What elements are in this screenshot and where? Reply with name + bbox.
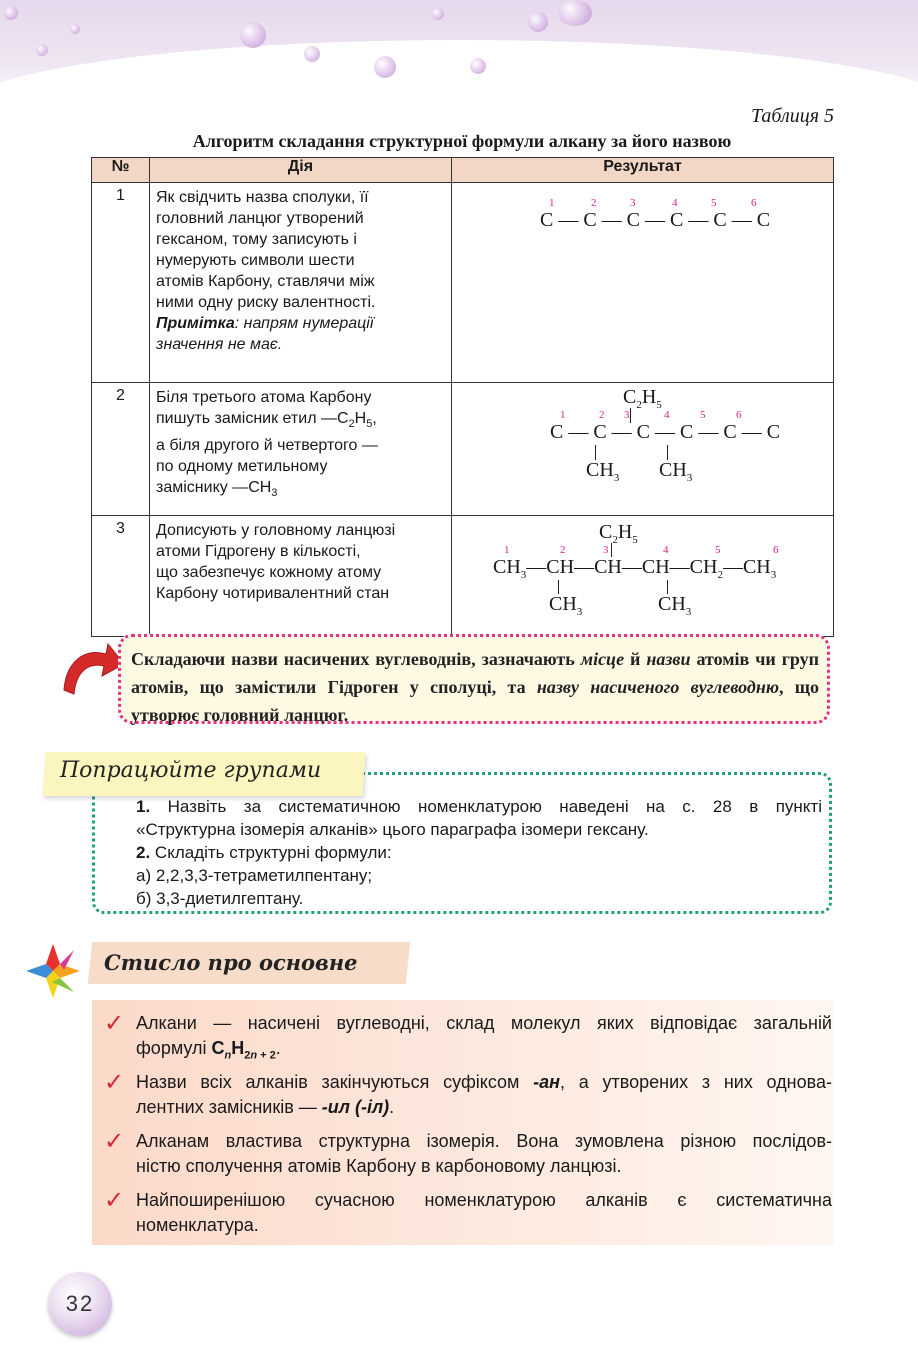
action-line: по одному метильному <box>156 458 328 476</box>
bubble-decoration <box>240 22 266 48</box>
bond-line <box>667 445 668 460</box>
table-row <box>92 383 834 516</box>
action-line: атомів Карбону, ставлячи між <box>156 273 375 290</box>
rule-note-text: Складаючи назви насичених вуглеводнів, зазначають місце й назви атомів чи груп атомів, що замістили Гідроген у сполуці, та назву насиченого вуглеводню, що утворює головний ланцюг. <box>131 649 820 725</box>
row-number: 1 <box>92 183 150 383</box>
action-line: а біля другого й четвертого — <box>156 437 378 455</box>
summary-point: Алканам властива структурна ізомерія. Вона зумовлена різною послідов- ністю сполучення атомів Карбону в карбоновому ланцюзі. <box>136 1131 832 1176</box>
bubble-decoration <box>558 0 592 26</box>
action-line: атоми Гідрогену в кількості, <box>156 543 361 560</box>
action-line: Біля третього атома Карбону <box>156 389 372 406</box>
task-2-line: 2. Складіть структурні формули: <box>136 843 392 862</box>
bubble-decoration <box>432 8 444 20</box>
methyl-group: $CH_3$ <box>586 459 620 484</box>
note-text: : напрям нумерації <box>234 315 374 332</box>
bubble-decoration <box>70 24 80 34</box>
column-header-result: Результат <box>452 158 834 183</box>
group-work-tasks <box>136 795 822 910</box>
action-line: Як свідчить назва сполуки, її <box>156 189 369 206</box>
action-note <box>156 313 445 334</box>
banner-wave <box>0 40 918 110</box>
table-row <box>92 516 834 637</box>
summary-point: Алкани — насичені вуглеводні, склад молекул яких відповідає загальній формулі $C_nH_{2n + 2}$. <box>136 1013 832 1062</box>
table-row <box>92 183 834 383</box>
header-banner <box>0 0 918 110</box>
note-text: значення не має. <box>156 336 283 353</box>
action-line: заміснику $—CH_3$ <box>156 479 278 500</box>
action-line: пишуть замісник етил $—C_2H_5$, <box>156 410 377 431</box>
bubble-decoration <box>36 44 48 56</box>
bubble-decoration <box>374 56 396 78</box>
task-2-option: б) 3,3-диетилгептану. <box>136 889 304 908</box>
table-title: Алгоритм складання структурної формули алкану за його назвою <box>192 131 732 151</box>
checkmark-icon: ✓ <box>104 1186 125 1214</box>
carbon-chain: C — C — C — C — C — C <box>550 421 781 443</box>
page-number: 32 <box>48 1272 112 1336</box>
action-line: що забезпечує кожному атому <box>156 564 382 581</box>
methyl-group: $CH_3$ <box>549 593 583 618</box>
rule-note-box <box>118 634 830 724</box>
action-line: головний ланцюг утворений <box>156 210 364 227</box>
algorithm-table <box>91 157 834 637</box>
summary-point: Найпоширенішою сучасною номенклатурою алканів є систематична номенклатура. <box>136 1190 832 1235</box>
row-number: 3 <box>92 516 150 637</box>
colorful-star-icon <box>24 942 82 1000</box>
bubble-decoration <box>304 46 320 62</box>
table-header-row <box>92 158 834 183</box>
summary-point: Назви всіх алканів закінчуються суфіксом -ан, а утворених з них однова- лентних замісників — -ил (-іл). <box>136 1072 832 1117</box>
bond-line <box>667 580 668 594</box>
checkmark-icon: ✓ <box>104 1068 125 1096</box>
task-1-line: 1. Назвіть за систематичною номенклатурою наведені на с. 28 в пункті <box>136 797 822 816</box>
row-number: 2 <box>92 383 150 516</box>
action-line: гексаном, тому записують і <box>156 231 357 248</box>
row-result: $C_2H_5$ 1 2 3 4 5 6 C — C — C — C — C — C $CH_3$ $CH_3$ <box>452 383 834 516</box>
bond-line <box>558 580 559 594</box>
action-line: Карбону чотиривалентний стан <box>156 585 390 602</box>
bubble-decoration <box>528 12 548 32</box>
note-label: Примітка <box>156 315 235 332</box>
action-line: нумерують символи шести <box>156 252 355 269</box>
action-note-cont <box>156 334 445 355</box>
table-caption: Таблиця 5 <box>751 105 834 127</box>
summary-title: Стисло про основне <box>104 950 358 975</box>
row-result: 1 2 3 4 5 6 C — C — C — C — C — C <box>452 183 834 383</box>
bubble-decoration <box>4 6 18 20</box>
bubble-decoration <box>470 58 486 74</box>
row-action <box>150 183 452 383</box>
curved-arrow-icon <box>56 638 126 698</box>
ethyl-group: $C_2H_5$ <box>599 521 638 546</box>
task-2-option: а) 2,2,3,3-тетраметилпентану; <box>136 866 373 885</box>
action-line: Дописують у головному ланцюзі <box>156 522 396 539</box>
methyl-group: $CH_3$ <box>659 459 693 484</box>
row-result: $C_2H_5$ 1 2 3 4 5 6 $CH_3—CH—CH—CH—CH_2—CH_3$ $CH_3$ $CH_3$ <box>452 516 834 637</box>
action-line: ними одну риску валентності. <box>156 294 376 311</box>
column-header-number: № <box>92 158 150 183</box>
bond-line <box>595 445 596 460</box>
ethyl-group: $C_2H_5$ <box>623 386 662 411</box>
row-action <box>150 383 452 516</box>
group-work-title: Попрацюйте групами <box>60 758 322 783</box>
row-action <box>150 516 452 637</box>
methyl-group: $CH_3$ <box>658 593 692 618</box>
checkmark-icon: ✓ <box>104 1127 125 1155</box>
column-header-action: Дія <box>150 158 452 183</box>
carbon-chain: C — C — C — C — C — C <box>540 209 771 231</box>
bond-line <box>611 543 612 557</box>
checkmark-icon: ✓ <box>104 1009 125 1037</box>
carbon-chain: $CH_3—CH—CH—CH—CH_2—CH_3$ <box>493 556 777 581</box>
task-1-line: «Структурна ізомерія алканів» цього параграфа ізомери гексану. <box>136 820 649 839</box>
